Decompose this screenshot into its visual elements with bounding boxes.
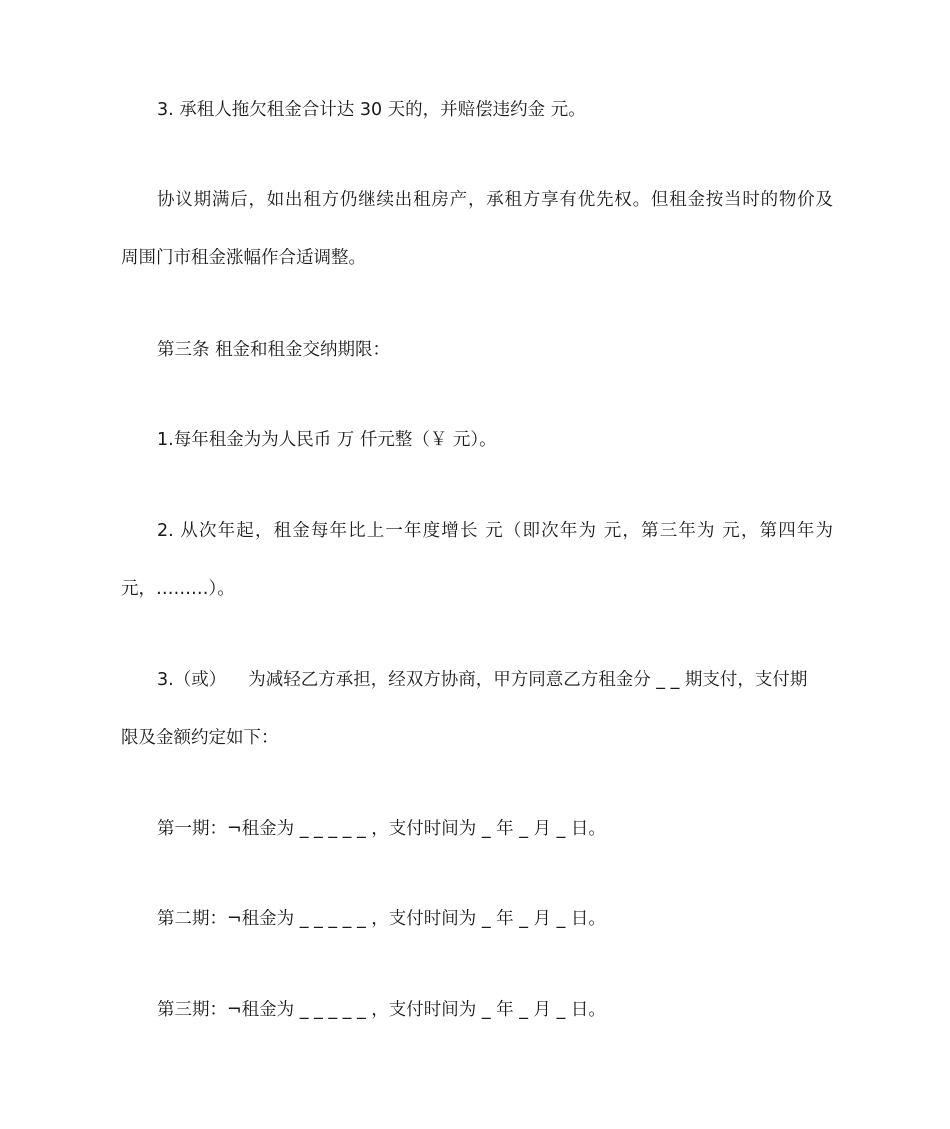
- article-three-heading: 第三条 租金和租金交纳期限：: [157, 340, 391, 360]
- installment-period-2: 第二期：¬租金为 _ _ _ _ _ ，支付时间为 _ 年 _ 月 _ 日。: [157, 909, 606, 929]
- clause-penalty-line: 3. 承租人拖欠租金合计达 30 天的，并赔偿违约金 元。: [157, 100, 586, 120]
- installment-paragraph-line-1: [157, 668, 833, 692]
- installment-period-1: 第一期：¬租金为 _ _ _ _ _ ，支付时间为 _ 年 _ 月 _ 日。: [157, 819, 606, 839]
- rent-increase-paragraph-line-2: 元，………）。: [121, 579, 235, 599]
- rent-increase-paragraph-line-1: 2. 从次年起，租金每年比上一年度增长 元（即次年为 元，第三年为 元，第四年为: [157, 521, 833, 541]
- priority-rent-paragraph-line-1: 协议期满后，如出租方仍继续出租房产，承租方享有优先权。但租金按当时的物价及: [157, 190, 833, 210]
- installment-paragraph-text: 为减轻乙方承担，经双方协商，甲方同意乙方租金分 _ _ 期支付，支付期: [248, 670, 808, 690]
- priority-rent-paragraph-line-2: 周围门市租金涨幅作合适调整。: [121, 248, 366, 268]
- installment-paragraph-line-2: 限及金额约定如下：: [121, 728, 279, 748]
- annual-rent-line: 1.每年租金为为人民币 万 仟元整（￥ 元）。: [157, 430, 497, 450]
- installment-option-label: 3.（或）: [157, 670, 227, 690]
- installment-period-3: 第三期：¬租金为 _ _ _ _ _ ，支付时间为 _ 年 _ 月 _ 日。: [157, 1000, 606, 1020]
